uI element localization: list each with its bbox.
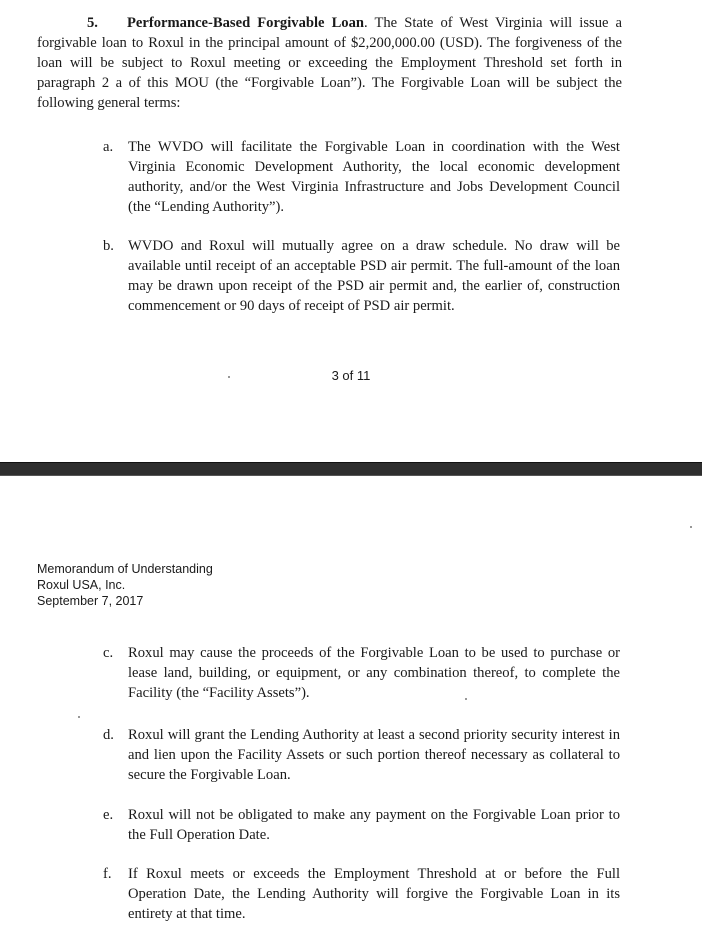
list-item-text: Roxul may cause the proceeds of the Forgivable Loan to be used to purchase or lease land, building, or equipment, or any combination thereof, to complete the Facility (the “Facility Assets”). (128, 645, 620, 701)
document-page-4 (0, 476, 702, 934)
list-item-text: Roxul will grant the Lending Authority at least a second priority security interest in and lien upon the Facility Assets or such portion thereof necessary as collateral to secure the Forgivable Loan. (128, 727, 620, 783)
list-item-letter: a. (103, 139, 114, 155)
page-separator (0, 462, 702, 476)
list-item-letter: c. (103, 645, 114, 661)
section-number: 5. (87, 15, 98, 31)
page-number: 3 of 11 (331, 368, 371, 383)
list-item-c (103, 643, 620, 703)
list-item-letter: b. (103, 238, 114, 254)
list-item-letter: e. (103, 807, 114, 823)
list-item-text: If Roxul meets or exceeds the Employment Threshold at or before the Full Operation Date, the Lending Authority will forgive the Forgivable Loan in its entirety at that time. (128, 866, 620, 922)
list-item-letter: d. (103, 727, 114, 743)
scan-speck (690, 526, 692, 528)
list-item-b (103, 236, 620, 316)
section-heading: Performance-Based Forgivable Loan (127, 15, 365, 31)
list-item-text: The WVDO will facilitate the Forgivable Loan in coordination with the West Virginia Economic Development Authority, the local economic development authority, and/or the West Virginia Infrastructure and Jobs Development Council (the “Lending Authority”). (128, 139, 620, 215)
section-body: . The State of West Virginia will issue a forgivable loan to Roxul in the principal amount of $2,200,000.00 (USD). The forgiveness of the loan will be subject to Roxul meeting or exceeding the Employment Threshold set forth in paragraph 2 a of this MOU (the “Forgivable Loan”). The Forgivable Loan will be subject the following general terms: (37, 15, 623, 111)
list-item-e (103, 805, 620, 845)
document-page-3 (0, 0, 702, 462)
list-item-a (103, 137, 620, 217)
section-5-paragraph (37, 13, 622, 113)
list-item-f (103, 864, 620, 924)
memo-header (37, 561, 213, 609)
list-item-text: Roxul will not be obligated to make any payment on the Forgivable Loan prior to the Full Operation Date. (128, 807, 620, 843)
list-item-letter: f. (103, 866, 112, 882)
scan-speck (465, 698, 467, 700)
memo-company: Roxul USA, Inc. (37, 578, 126, 592)
list-item-d (103, 725, 620, 785)
memo-title: Memorandum of Understanding (37, 562, 213, 576)
scan-speck (78, 716, 80, 718)
memo-date: September 7, 2017 (37, 594, 144, 608)
list-item-text: WVDO and Roxul will mutually agree on a draw schedule. No draw will be available until receipt of an acceptable PSD air permit. The full-amount of the loan may be drawn upon receipt of the PSD air permit and, the earlier of, construction commencement or 90 days of receipt of PSD air permit. (128, 238, 620, 314)
